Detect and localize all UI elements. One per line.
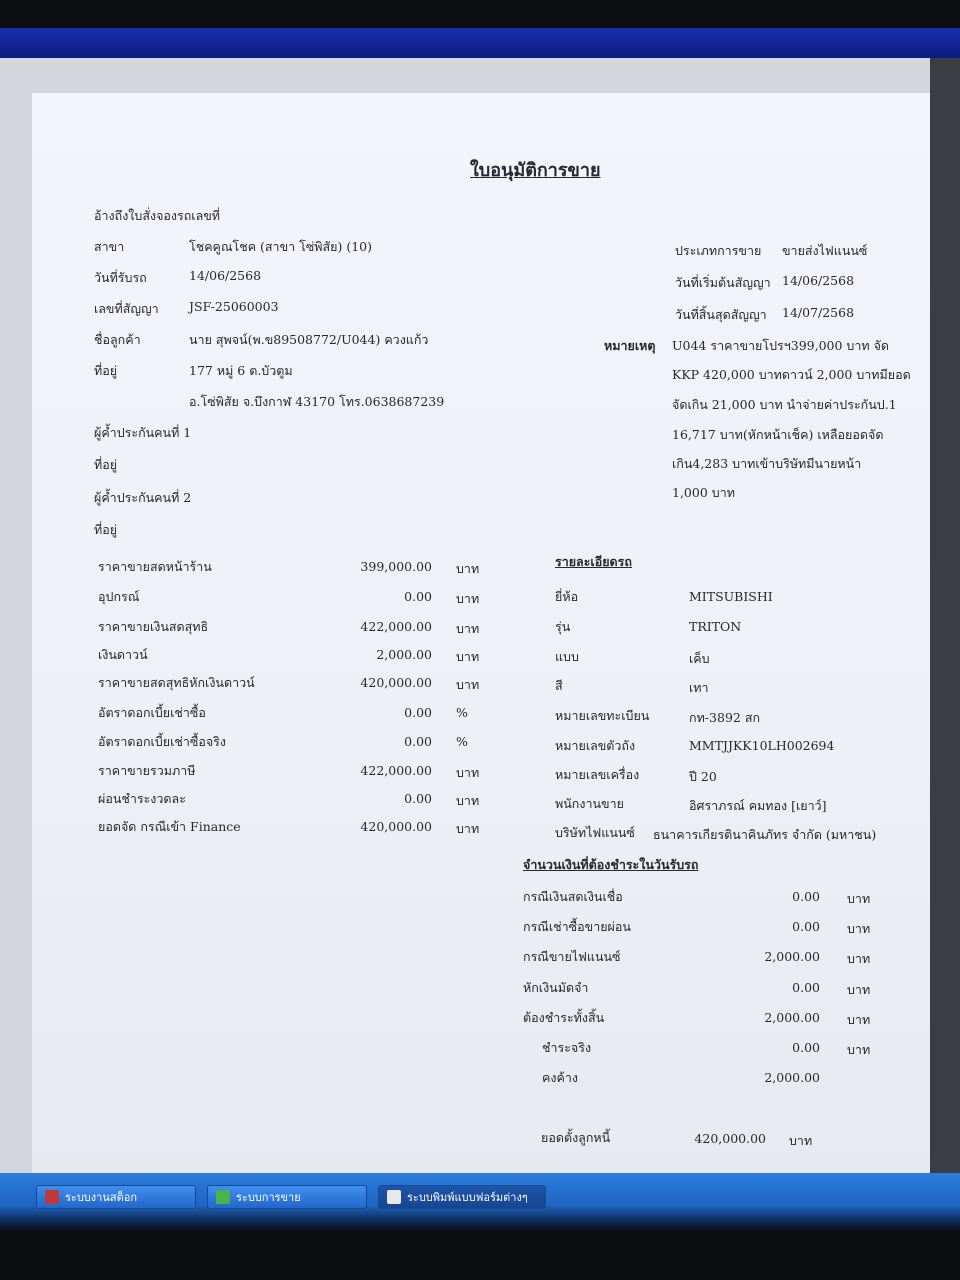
car-detail-value: ปี 20 [689, 769, 717, 784]
remark-line: U044 ราคาขายโปรฯ399,000 บาท จัด [672, 338, 890, 353]
payment-row-label: ต้องชำระทั้งสิ้น [523, 1010, 605, 1025]
price-row-unit: บาท [456, 677, 480, 692]
price-row-unit: บาท [456, 821, 480, 836]
price-row-label: ราคาขายรวมภาษี [98, 763, 196, 778]
stock-app-icon [45, 1190, 59, 1204]
price-row-value: 399,000.00 [360, 559, 432, 574]
payment-row-unit: บาท [847, 1012, 871, 1027]
price-row-value: 2,000.00 [376, 647, 432, 662]
price-row-unit: % [456, 705, 468, 720]
car-detail-label: หมายเลขเครื่อง [555, 767, 640, 782]
car-detail-value: เค็บ [689, 651, 710, 666]
price-row-value: 420,000.00 [360, 819, 432, 834]
debt-total-unit: บาท [789, 1133, 813, 1148]
sales-app-icon [216, 1190, 230, 1204]
price-row-unit: บาท [456, 591, 480, 606]
price-row-unit: บาท [456, 649, 480, 664]
car-detail-value: TRITON [689, 619, 742, 634]
branch-value: โชคคูณโชค (สาขา โซ่พิสัย) (10) [189, 239, 373, 254]
debt-total-label: ยอดตั้งลูกหนี้ [541, 1130, 611, 1145]
remark-line: เกิน4,283 บาทเข้าบริษัทมีนายหน้า [672, 456, 862, 471]
contract-start-value: 14/06/2568 [782, 273, 855, 288]
customer-name-label: ชื่อลูกค้า [94, 332, 141, 347]
payment-row-label: กรณีเช่าซื้อขายผ่อน [523, 919, 631, 934]
price-row-label: ผ่อนชำระงวดละ [98, 791, 186, 806]
contract-start-label: วันที่เริ่มต้นสัญญา [675, 275, 771, 290]
payment-row-unit: บาท [847, 891, 871, 906]
print-forms-app-icon [387, 1190, 401, 1204]
price-row-unit: บาท [456, 765, 480, 780]
branch-label: สาขา [94, 239, 125, 254]
address-line1: 177 หมู่ 6 ต.บัวตูม [189, 363, 293, 378]
window-title-band [0, 28, 960, 58]
price-row-label: อุปกรณ์ [98, 589, 140, 604]
viewer-right-edge [930, 58, 960, 1173]
payment-row-value: 2,000.00 [764, 1010, 820, 1025]
remark-label: หมายเหตุ [604, 338, 656, 353]
debt-total-value: 420,000.00 [694, 1131, 766, 1146]
finance-company-label: บริษัทไฟแนนซ์ [555, 825, 635, 840]
finance-company-value: ธนาคารเกียรตินาคินภัทร จำกัด (มหาชน) [653, 827, 877, 842]
payment-row-value: 2,000.00 [764, 949, 820, 964]
price-row-unit: บาท [456, 793, 480, 808]
guarantor2-label: ผู้ค้ำประกันคนที่ 2 [94, 490, 192, 505]
price-row-label: ยอดจัด กรณีเข้า Finance [98, 819, 241, 834]
price-row-label: อัตราดอกเบี้ยเช่าซื้อ [98, 705, 206, 720]
remark-line: จัดเกิน 21,000 บาท นำจ่ายค่าประกันป.1 [672, 397, 897, 412]
document-title: ใบอนุมัติการขาย [470, 160, 601, 181]
price-row-value: 420,000.00 [360, 675, 432, 690]
contract-no-value: JSF-25060003 [189, 299, 279, 314]
payment-row-value: 0.00 [792, 980, 820, 995]
contract-end-label: วันที่สิ้นสุดสัญญา [675, 307, 767, 322]
price-row-unit: % [456, 734, 468, 749]
price-row-value: 0.00 [404, 791, 432, 806]
reference-label: อ้างถึงใบสั่งจองรถเลขที่ [94, 208, 221, 223]
taskbar-label: ระบบงานสต็อก [65, 1191, 137, 1204]
payment-row-value: 2,000.00 [764, 1070, 820, 1085]
car-details-heading: รายละเอียดรถ [555, 554, 632, 569]
remark-line: 16,717 บาท(หักหน้าเช็ค) เหลือยอดจัด [672, 427, 884, 442]
payment-row-unit: บาท [847, 1042, 871, 1057]
sales-approval-document [32, 93, 930, 1173]
car-detail-label: พนักงานขาย [555, 796, 624, 811]
contract-end-value: 14/07/2568 [782, 305, 855, 320]
car-detail-value: MMTJJKK10LH002694 [689, 738, 835, 753]
taskbar-label: ระบบพิมพ์แบบฟอร์มต่างๆ [407, 1191, 528, 1204]
payment-row-value: 0.00 [792, 889, 820, 904]
price-row-value: 422,000.00 [360, 619, 432, 634]
windows-taskbar [0, 1173, 960, 1280]
car-detail-label: ยี่ห้อ [555, 589, 579, 604]
car-detail-label: รุ่น [555, 619, 571, 634]
guarantor1-address-label: ที่อยู่ [94, 457, 118, 472]
taskbar-button-print-forms[interactable] [378, 1185, 546, 1209]
price-row-label: ราคาขายเงินสดสุทธิ [98, 619, 209, 634]
price-row-value: 0.00 [404, 734, 432, 749]
customer-name-value: นาย สุพจน์(พ.ข89508772/U044) ควงแก้ว [189, 332, 429, 347]
payment-row-label: กรณีขายไฟแนนซ์ [523, 949, 621, 964]
price-row-label: ราคาขายสดหน้าร้าน [98, 559, 212, 574]
price-row-unit: บาท [456, 561, 480, 576]
car-detail-value: MITSUBISHI [689, 589, 773, 604]
remark-line: 1,000 บาท [672, 485, 735, 500]
guarantor2-address-label: ที่อยู่ [94, 522, 118, 537]
payment-row-label: คงค้าง [542, 1070, 578, 1085]
price-row-label: อัตราดอกเบี้ยเช่าซื้อจริง [98, 734, 226, 749]
payment-row-unit: บาท [847, 921, 871, 936]
price-row-value: 0.00 [404, 589, 432, 604]
taskbar-button-stock[interactable] [36, 1185, 196, 1209]
car-detail-label: แบบ [555, 649, 579, 664]
sale-type-value: ขายส่งไฟแนนซ์ [782, 243, 868, 258]
payment-due-heading: จำนวนเงินที่ต้องชำระในวันรับรถ [523, 857, 699, 872]
car-detail-label: หมายเลขทะเบียน [555, 708, 650, 723]
receive-date-value: 14/06/2568 [189, 268, 262, 283]
payment-row-label: กรณีเงินสดเงินเชื่อ [523, 889, 623, 904]
contract-no-label: เลขที่สัญญา [94, 301, 159, 316]
taskbar-label: ระบบการขาย [236, 1191, 301, 1204]
car-detail-value: กท-3892 สก [689, 710, 761, 725]
car-detail-label: สี [555, 678, 563, 693]
address-label: ที่อยู่ [94, 363, 118, 378]
price-row-unit: บาท [456, 621, 480, 636]
payment-row-label: หักเงินมัดจำ [523, 980, 589, 995]
car-detail-value: อิศราภรณ์ คมทอง [เยาว์] [689, 798, 827, 813]
guarantor1-label: ผู้ค้ำประกันคนที่ 1 [94, 425, 192, 440]
monitor-bezel [0, 0, 960, 28]
receive-date-label: วันที่รับรถ [94, 270, 147, 285]
price-row-label: เงินดาวน์ [98, 647, 148, 662]
price-row-value: 0.00 [404, 705, 432, 720]
car-detail-value: เทา [689, 680, 709, 695]
taskbar-button-sales[interactable] [207, 1185, 367, 1209]
payment-row-unit: บาท [847, 951, 871, 966]
payment-row-label: ชำระจริง [542, 1040, 592, 1055]
payment-row-value: 0.00 [792, 1040, 820, 1055]
sale-type-label: ประเภทการขาย [675, 243, 762, 258]
price-row-value: 422,000.00 [360, 763, 432, 778]
remark-line: KKP 420,000 บาทดาวน์ 2,000 บาทมียอด [672, 367, 911, 382]
address-line2: อ.โซ่พิสัย จ.บึงกาฬ 43170 โทร.0638687239 [189, 394, 445, 409]
payment-row-value: 0.00 [792, 919, 820, 934]
car-detail-label: หมายเลขตัวถัง [555, 738, 636, 753]
price-row-label: ราคาขายสดสุทธิหักเงินดาวน์ [98, 675, 255, 690]
payment-row-unit: บาท [847, 982, 871, 997]
